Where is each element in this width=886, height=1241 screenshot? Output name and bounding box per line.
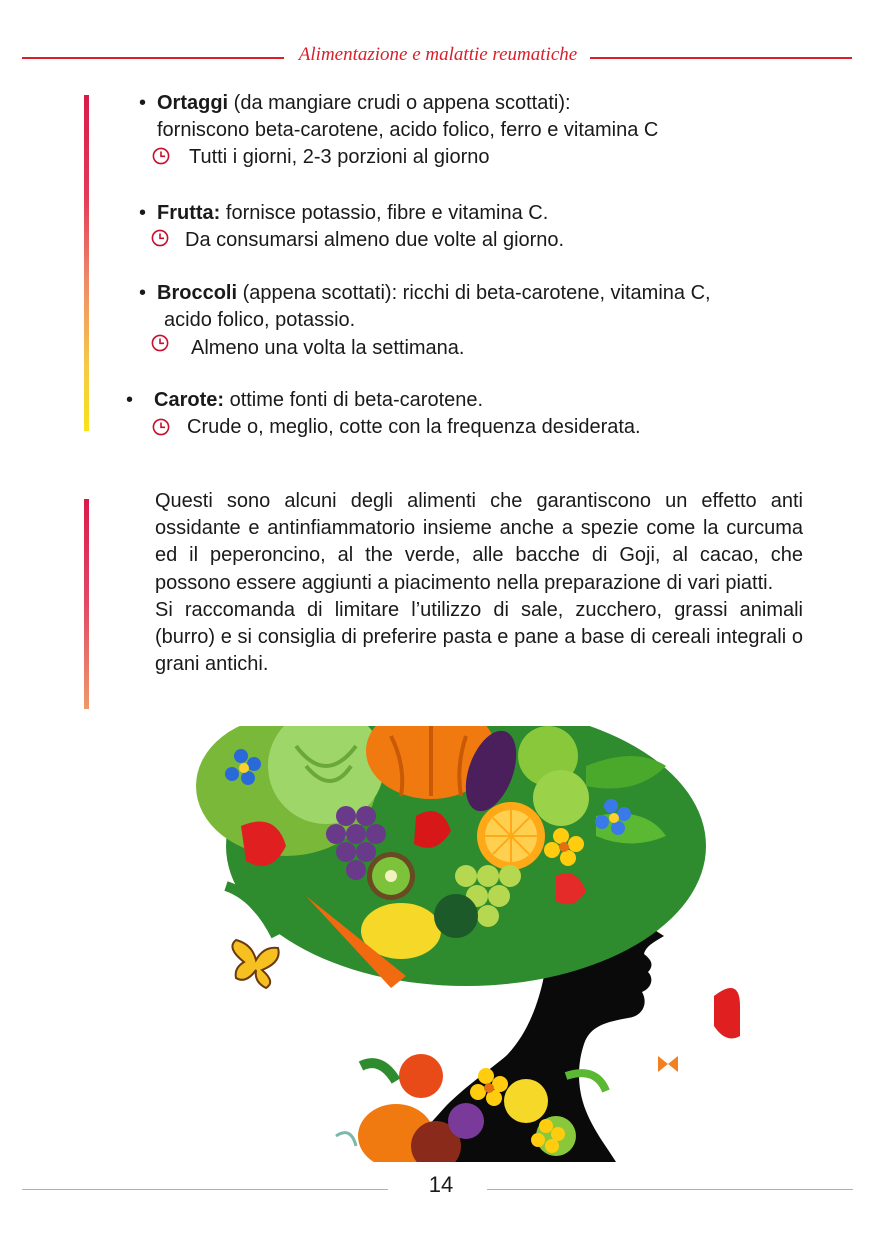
food-description-cont: forniscono beta-carotene, acido folico, ferro e vitamina C — [157, 119, 659, 141]
clock-icon — [151, 229, 169, 247]
clock-icon — [151, 334, 169, 352]
header-rule-right — [590, 57, 852, 59]
food-item-line — [154, 388, 483, 412]
food-item-line — [157, 281, 711, 305]
bullet: • — [126, 389, 134, 411]
bullet: • — [139, 92, 147, 114]
food-item-line — [157, 91, 571, 115]
clock-icon — [152, 418, 170, 436]
food-description-cont: acido folico, potassio. — [164, 309, 356, 331]
frequency-text: Crude o, meglio, cotte con la frequenza desiderata. — [187, 416, 641, 438]
food-name: Ortaggi — [157, 92, 229, 114]
frequency-text: Almeno una volta la settimana. — [191, 337, 465, 359]
food-description: (da mangiare crudi o appena scottati): — [228, 92, 571, 114]
frequency-text: Tutti i giorni, 2-3 porzioni al giorno — [189, 146, 490, 168]
frequency-text: Da consumarsi almeno due volte al giorno. — [185, 229, 565, 251]
food-description: ottime fonti di beta-carotene. — [224, 389, 484, 411]
food-name: Frutta: — [157, 202, 221, 224]
paragraph-recommendation: Si raccomanda di limitare l’utilizzo di sale, zucchero, grassi animali (burro) e si consiglia di preferire pasta e pane a base di cereali integrali o grani antichi. — [155, 598, 803, 676]
side-accent-bar-bottom — [84, 499, 89, 709]
bullet: • — [139, 282, 147, 304]
food-description: (appena scottati): ricchi di beta-carotene, vitamina C, — [237, 282, 711, 304]
paragraph-antioxidant: Questi sono alcuni degli alimenti che garantiscono un effetto anti ossidante e antinfiammatorio insieme anche a spezie come la curcuma ed il peperoncino, al the verde, alle bacche di Goji, al cacao, che possono essere aggiunti a piacimento nella preparazione di vari piatti. — [155, 490, 803, 594]
bullet: • — [139, 202, 147, 224]
fruit-head-illustration — [166, 726, 740, 1162]
food-name: Carote: — [154, 389, 225, 411]
food-name: Broccoli — [157, 282, 238, 304]
side-accent-bar-top — [84, 95, 89, 431]
fruit-head-illustration-graphic — [166, 726, 740, 1162]
body-paragraph — [155, 488, 803, 678]
food-description: fornisce potassio, fibre e vitamina C. — [220, 202, 549, 224]
running-header-title: Alimentazione e malattie reumatiche — [298, 44, 578, 65]
food-item-line — [157, 201, 548, 225]
page-number: 14 — [428, 1172, 454, 1197]
footer-rule-right — [487, 1189, 853, 1190]
footer-rule-left — [22, 1189, 388, 1190]
clock-icon — [152, 147, 170, 165]
header-rule-left — [22, 57, 284, 59]
